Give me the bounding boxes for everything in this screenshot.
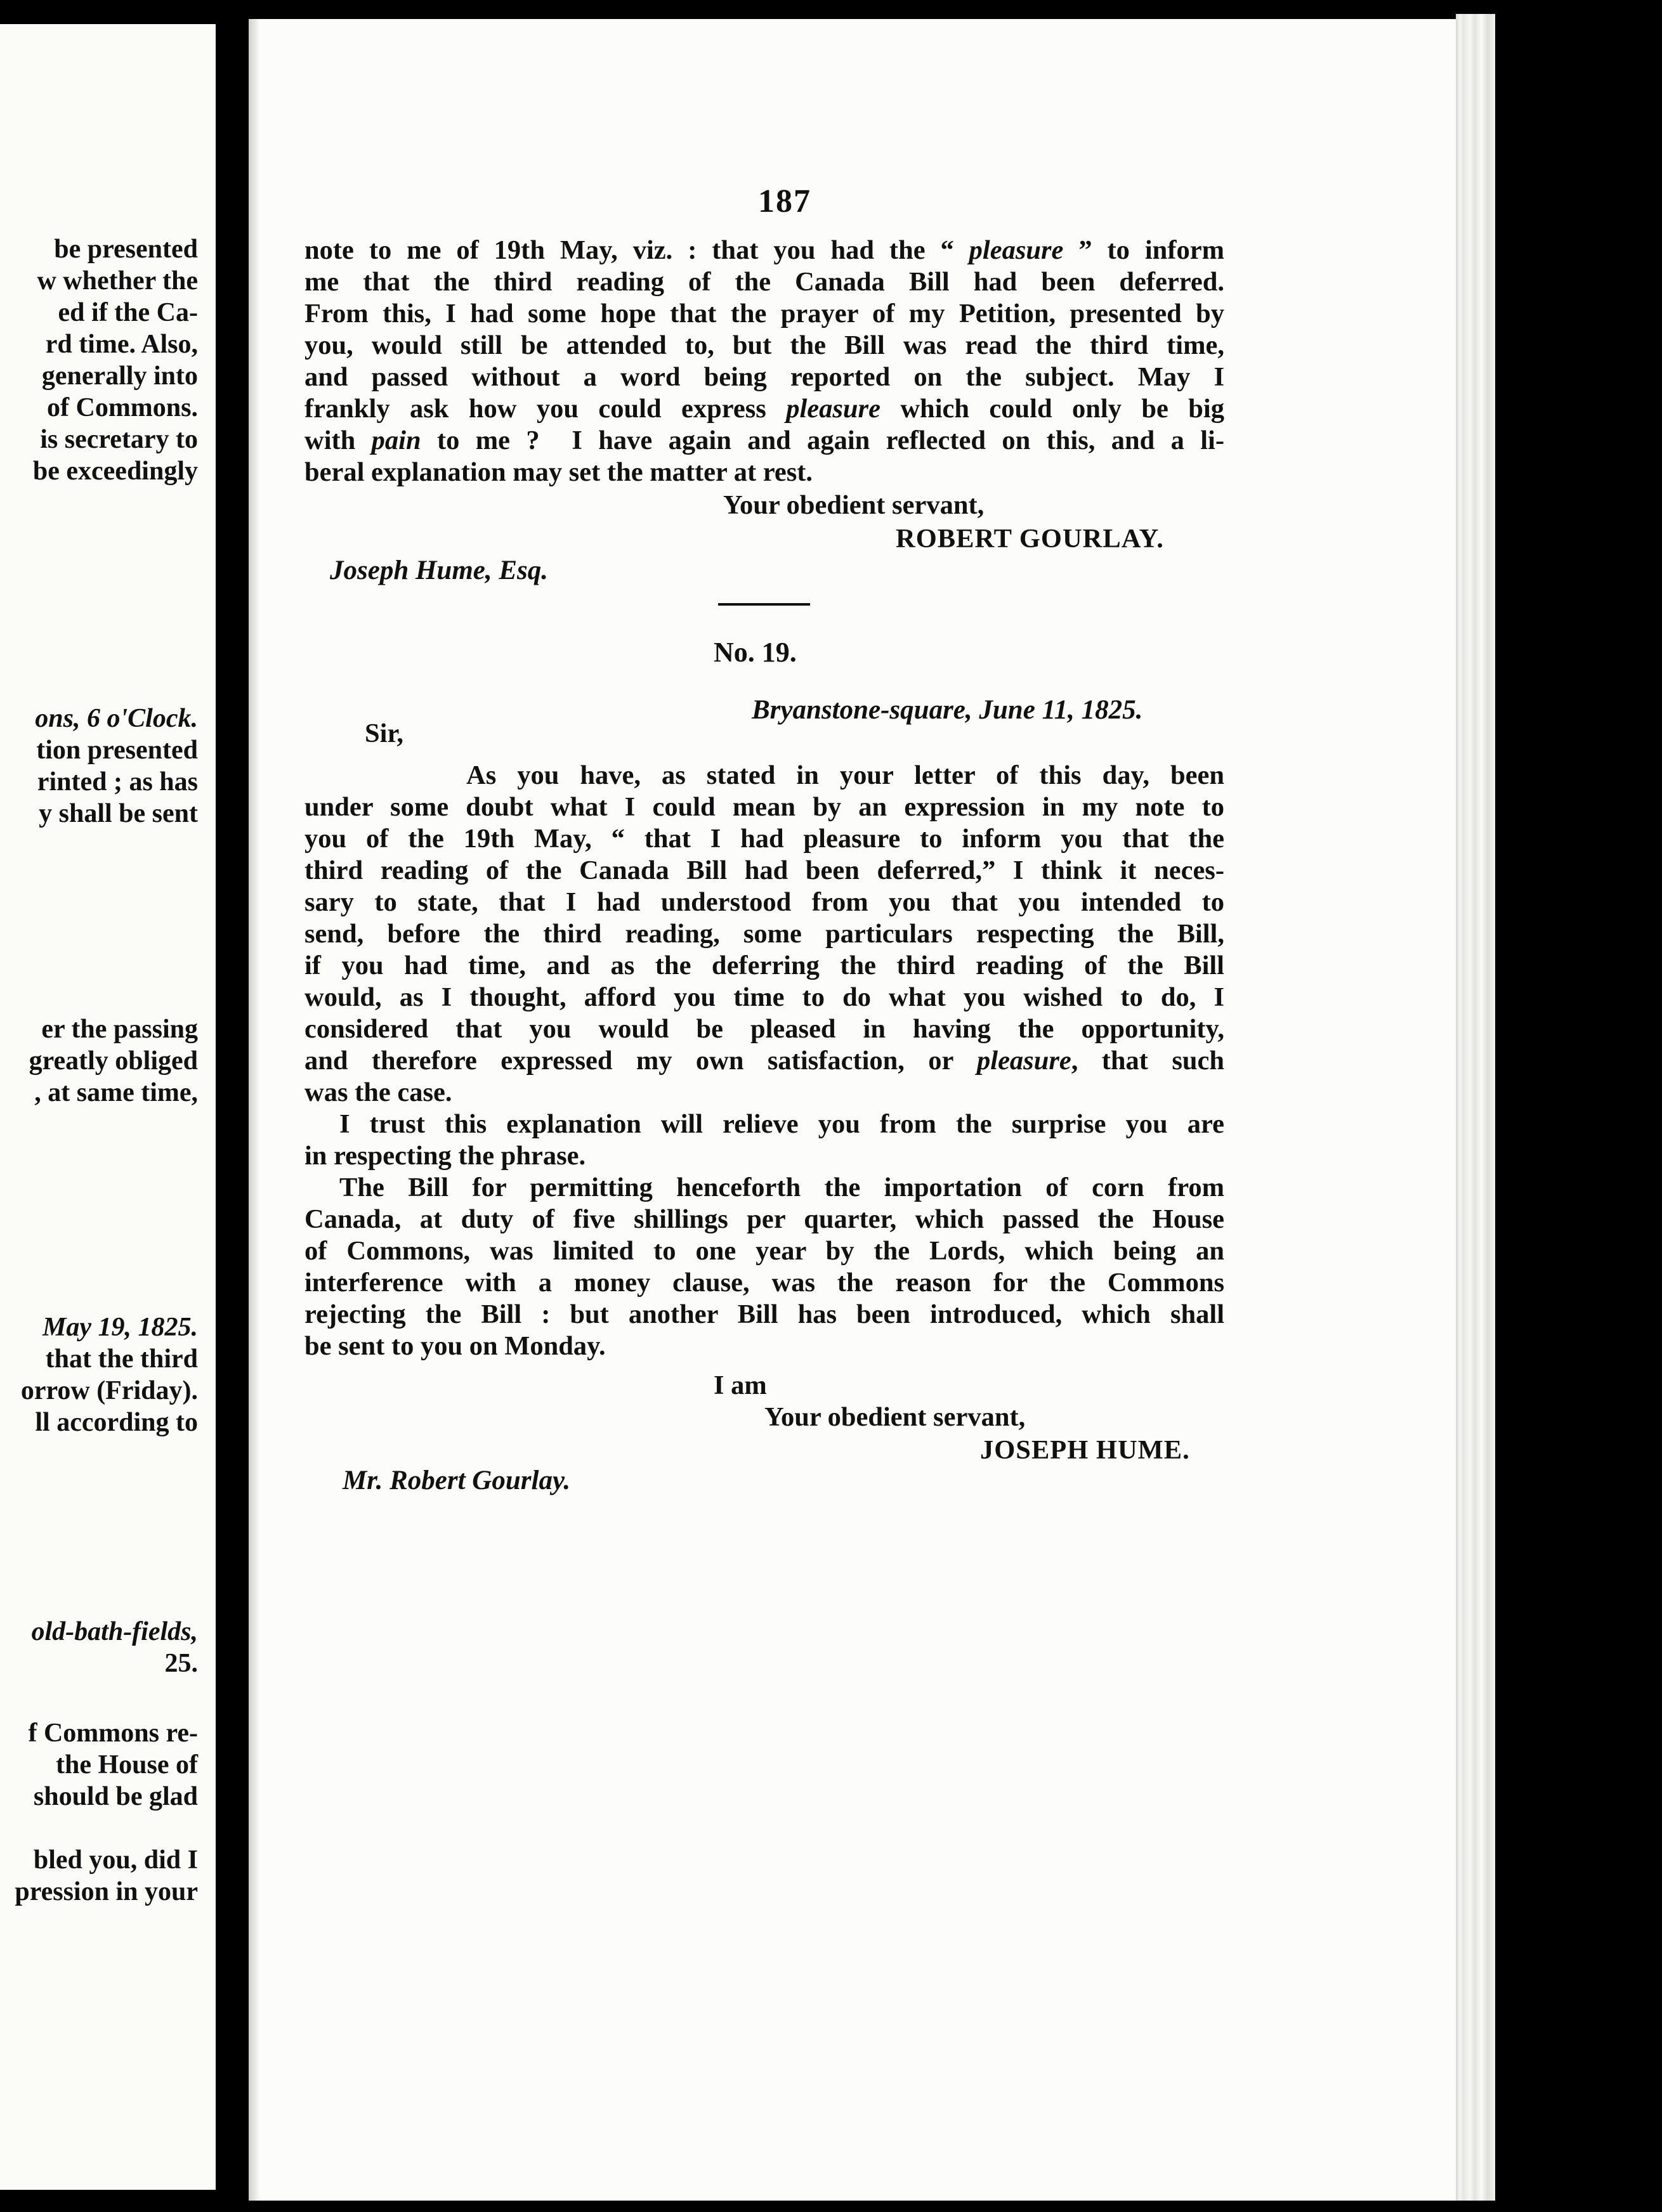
continuation-line: with pain to me ? I have again and again reflected on this, and a li- — [304, 426, 1225, 455]
paragraph-line: if you had time, and as the deferring the third reading of the Bill — [304, 951, 1224, 980]
closing-phrase: Your obedient servant, — [764, 1402, 1026, 1432]
left-fragment-line: that the third — [45, 1344, 198, 1374]
addressee: Mr. Robert Gourlay. — [343, 1466, 571, 1495]
continuation-line: From this, I had some hope that the prayer of my Petition, presented by — [304, 299, 1224, 329]
left-fragment-line: er the passing — [41, 1015, 198, 1044]
continuation-line: you, would still be attended to, but the Bill was read the third time, — [304, 330, 1224, 360]
left-fragment-line: be exceedingly — [32, 457, 198, 486]
continuation-line: me that the third reading of the Canada Bill had been deferred. — [304, 267, 1224, 297]
left-fragment-line: is secretary to — [40, 425, 198, 454]
continuation-line: frankly ask how you could express pleasure which could only be big — [304, 394, 1224, 424]
paragraph-line: considered that you would be pleased in having the opportunity, — [304, 1014, 1224, 1044]
paragraph-line: would, as I thought, afford you time to do what you wished to do, I — [304, 982, 1224, 1012]
paragraph-line: was the case. — [304, 1077, 452, 1107]
left-fragment-line: y shall be sent — [39, 799, 198, 828]
paragraph-line: The Bill for permitting henceforth the importation of corn from — [339, 1173, 1224, 1202]
paragraph-line: Canada, at duty of five shillings per quarter, which passed the House — [304, 1204, 1224, 1234]
paragraph-line: and therefore expressed my own satisfaction, or pleasure, that such — [304, 1046, 1225, 1076]
left-fragment-line: ed if the Ca- — [58, 298, 198, 327]
left-fragment-line: be presented — [54, 235, 198, 264]
section-divider — [718, 603, 810, 606]
left-fragment-line: old-bath-fields, — [31, 1617, 198, 1646]
continuation-line: and passed without a word being reported on the subject. May I — [304, 362, 1224, 392]
closing-phrase: Your obedient servant, — [723, 490, 985, 520]
left-fragment-line: 25. — [164, 1649, 198, 1678]
left-fragment-line: ons, 6 o'Clock. — [35, 704, 198, 733]
left-fragment-line: of Commons. — [47, 393, 198, 422]
left-fragment-line: orrow (Friday). — [20, 1376, 198, 1405]
left-fragment-line: bled you, did I — [33, 1845, 198, 1875]
left-page-fragment — [0, 24, 216, 2190]
paragraph-line: of Commons, was limited to one year by the Lords, which being an — [304, 1236, 1224, 1266]
gutter-shadow — [249, 19, 260, 2201]
left-fragment-line: w whether the — [37, 266, 198, 296]
paragraph-line: you of the 19th May, “ that I had pleasure to inform you that the — [304, 824, 1224, 854]
signature: JOSEPH HUME. — [980, 1435, 1190, 1465]
paragraph-line: I trust this explanation will relieve you from the surprise you are — [339, 1109, 1224, 1139]
letter-number: No. 19. — [714, 637, 797, 668]
paragraph-line: rejecting the Bill : but another Bill has been introduced, which shall — [304, 1299, 1224, 1329]
continuation-line: note to me of 19th May, viz. : that you had the “ pleasure ” to inform — [304, 235, 1224, 265]
left-fragment-line: May 19, 1825. — [43, 1313, 198, 1342]
paragraph-line: be sent to you on Monday. — [304, 1331, 606, 1361]
left-fragment-line: greatly obliged — [29, 1046, 198, 1076]
left-fragment-line: pression in your — [15, 1877, 198, 1906]
paragraph-line: interference with a money clause, was the reason for the Commons — [304, 1268, 1224, 1298]
left-fragment-line: f Commons re- — [28, 1719, 198, 1748]
signature: ROBERT GOURLAY. — [896, 524, 1164, 554]
page-edge-stack — [1456, 14, 1495, 2201]
salutation: Sir, — [365, 719, 404, 748]
paragraph-line: in respecting the phrase. — [304, 1141, 586, 1171]
left-fragment-line: rinted ; as has — [37, 767, 198, 797]
left-fragment-line: should be glad — [33, 1782, 198, 1811]
left-fragment-line: rd time. Also, — [45, 330, 198, 359]
closing-phrase: I am — [714, 1370, 767, 1400]
left-fragment-line: tion presented — [36, 736, 198, 765]
paragraph-line: third reading of the Canada Bill had been deferred,” I think it neces- — [304, 856, 1224, 885]
addressee: Joseph Hume, Esq. — [330, 556, 549, 585]
paragraph-line: under some doubt what I could mean by an expression in my note to — [304, 792, 1224, 822]
left-fragment-line: , at same time, — [34, 1078, 198, 1107]
paragraph-line: sary to state, that I had understood from you that you intended to — [304, 887, 1224, 917]
left-fragment-line: generally into — [41, 361, 198, 391]
continuation-line: beral explanation may set the matter at rest. — [304, 457, 813, 487]
dateline: Bryanstone-square, June 11, 1825. — [752, 695, 1143, 725]
left-fragment-line: ll according to — [35, 1408, 198, 1437]
page-number: 187 — [758, 183, 811, 219]
paragraph-line: send, before the third reading, some particulars respecting the Bill, — [304, 919, 1224, 949]
paragraph-line: As you have, as stated in your letter of this day, been — [466, 760, 1224, 790]
left-fragment-line: the House of — [56, 1750, 198, 1779]
